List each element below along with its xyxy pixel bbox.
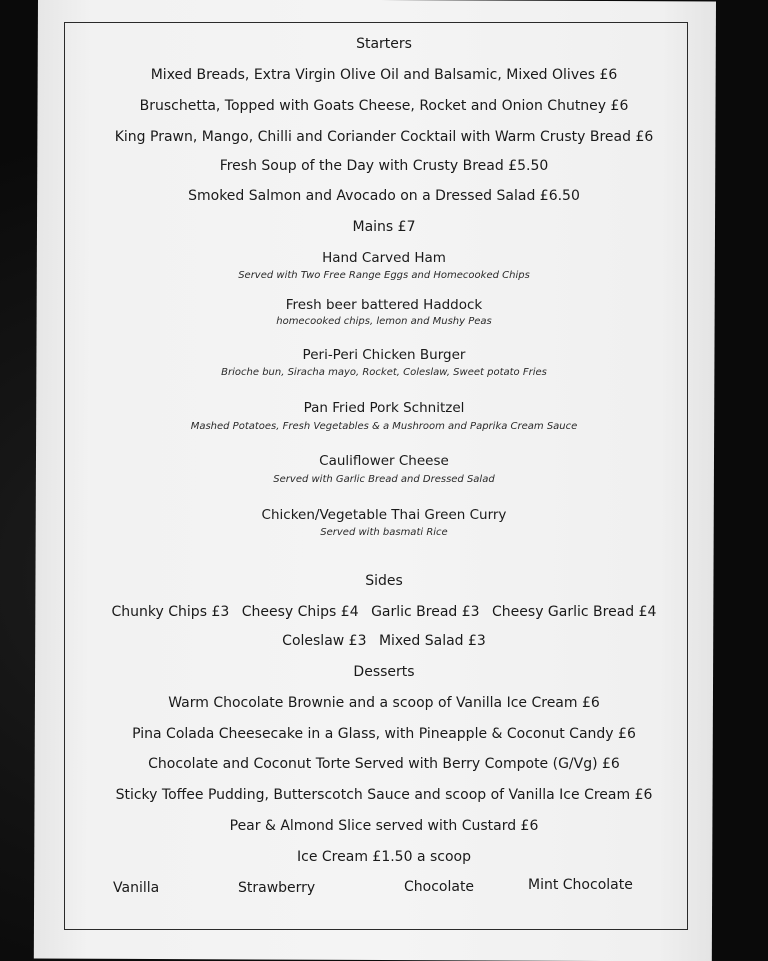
dessert-item: Warm Chocolate Brownie and a scoop of Vanilla Ice Cream £6	[168, 695, 600, 711]
starter-item: King Prawn, Mango, Chilli and Coriander Cocktail with Warm Crusty Bread £6	[114, 129, 654, 145]
side-item: Garlic Bread £3	[371, 604, 480, 620]
main-dish-name: Pan Fried Pork Schnitzel	[303, 400, 465, 416]
main-dish-description: Served with Garlic Bread and Dressed Salad	[273, 474, 495, 485]
starters-heading: Starters	[356, 36, 412, 52]
side-item: Cheesy Chips £4	[241, 604, 359, 620]
main-dish-name: Chicken/Vegetable Thai Green Curry	[261, 507, 507, 523]
dessert-item: Chocolate and Coconut Torte Served with Berry Compote (G/Vg) £6	[148, 756, 620, 772]
ice-cream-flavour: Chocolate	[404, 879, 475, 895]
ice-cream-flavour: Mint Chocolate	[528, 877, 633, 893]
dessert-item: Sticky Toffee Pudding, Butterscotch Sauce and scoop of Vanilla Ice Cream £6	[115, 787, 653, 803]
sides-row-2	[0, 633, 768, 649]
starter-item: Mixed Breads, Extra Virgin Olive Oil and Balsamic, Mixed Olives £6	[150, 67, 618, 83]
main-dish-description: Brioche bun, Siracha mayo, Rocket, Coleslaw, Sweet potato Fries	[221, 367, 547, 378]
mains-heading: Mains £7	[352, 219, 416, 235]
sides-row-1	[0, 604, 768, 620]
dessert-item: Pear & Almond Slice served with Custard £6	[229, 818, 539, 834]
main-dish-description: homecooked chips, lemon and Mushy Peas	[276, 316, 492, 327]
side-item: Chunky Chips £3	[111, 604, 230, 620]
main-dish-name: Peri-Peri Chicken Burger	[302, 347, 466, 363]
dessert-item: Ice Cream £1.50 a scoop	[297, 849, 471, 865]
dessert-item: Pina Colada Cheesecake in a Glass, with Pineapple & Coconut Candy £6	[132, 726, 636, 742]
main-dish-name: Cauliflower Cheese	[319, 453, 449, 469]
starter-item: Fresh Soup of the Day with Crusty Bread £5.50	[219, 158, 549, 174]
desserts-heading: Desserts	[353, 664, 415, 680]
main-dish-description: Mashed Potatoes, Fresh Vegetables & a Mushroom and Paprika Cream Sauce	[190, 421, 578, 432]
main-dish-description: Served with basmati Rice	[320, 527, 448, 538]
main-dish-description: Served with Two Free Range Eggs and Homecooked Chips	[238, 270, 530, 281]
main-dish-name: Fresh beer battered Haddock	[285, 297, 483, 313]
sides-heading: Sides	[365, 573, 403, 589]
main-dish-name: Hand Carved Ham	[322, 250, 446, 266]
side-item: Mixed Salad £3	[378, 633, 486, 649]
side-item: Coleslaw £3	[282, 633, 367, 649]
starter-item: Bruschetta, Topped with Goats Cheese, Rocket and Onion Chutney £6	[139, 98, 629, 114]
starter-item: Smoked Salmon and Avocado on a Dressed Salad £6.50	[188, 188, 580, 204]
ice-cream-flavour: Strawberry	[238, 880, 316, 896]
side-item: Cheesy Garlic Bread £4	[492, 604, 657, 620]
ice-cream-flavour: Vanilla	[113, 880, 160, 896]
